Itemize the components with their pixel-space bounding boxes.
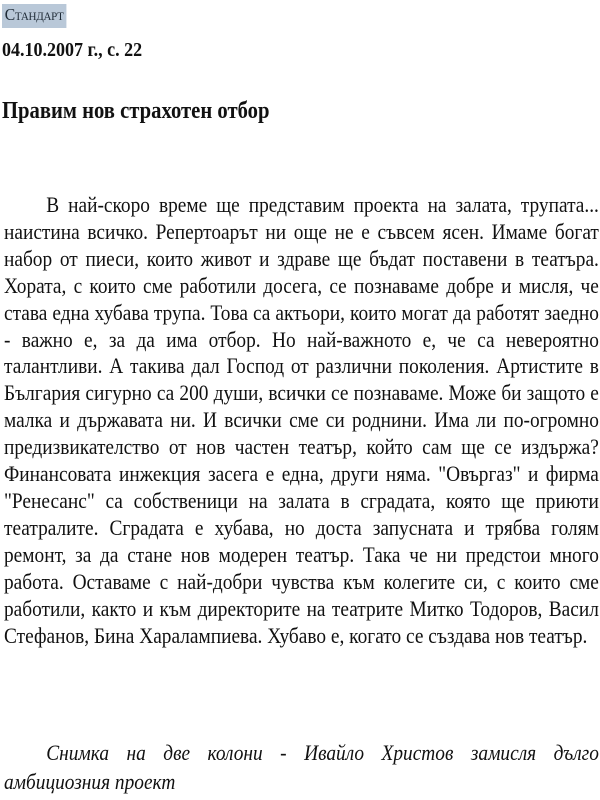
- photo-caption: Снимка на две колони - Ивайло Христов замисля дълго амбициозния проект: [4, 740, 599, 794]
- publication-logo: Стандарт: [2, 4, 66, 28]
- article-body: В най-скоро време ще представим проекта на залата, трупата... наистина всичко. Репертоарът ни още не е съвсем ясен. Имаме богат набор от пиеси, които живот и здраве ще бъдат поставени в театъра. Хората, с които сме работили досега, се познаваме добре и мисля, че става една хубава трупа. Това са актьори, които могат да работят заедно - важно е, за да има отбор. Но най-важното е, че са невероятно талантливи. А такива дал Господ от различни поколения. Артистите в България сигурно са 200 души, всички се познаваме. Може би защото е малка и държавата ни. И всички сме си роднини. Има ли по-огромно предизвикателство от нов частен театър, който сам ще се издържа? Финансовата инжекция засега е една, други няма. "Овъргаз" и фирма "Ренесанс" са собственици на залата в сградата, която ще приюти театралите. Сградата е хубава, но доста запусната и трябва голям ремонт, за да стане нов модерен театър. Така че ни предстои много работа. Оставаме с най-добри чувства към колегите си, с които сме работили, както и към директорите на театрите Митко Тодоров, Васил Стефанов, Бина Харалампиева. Хубаво е, когато се създава нов театър.: [4, 192, 599, 648]
- article-title: Правим нов страхотен отбор: [2, 98, 270, 124]
- date-page-line: 04.10.2007 г., с. 22: [2, 39, 143, 61]
